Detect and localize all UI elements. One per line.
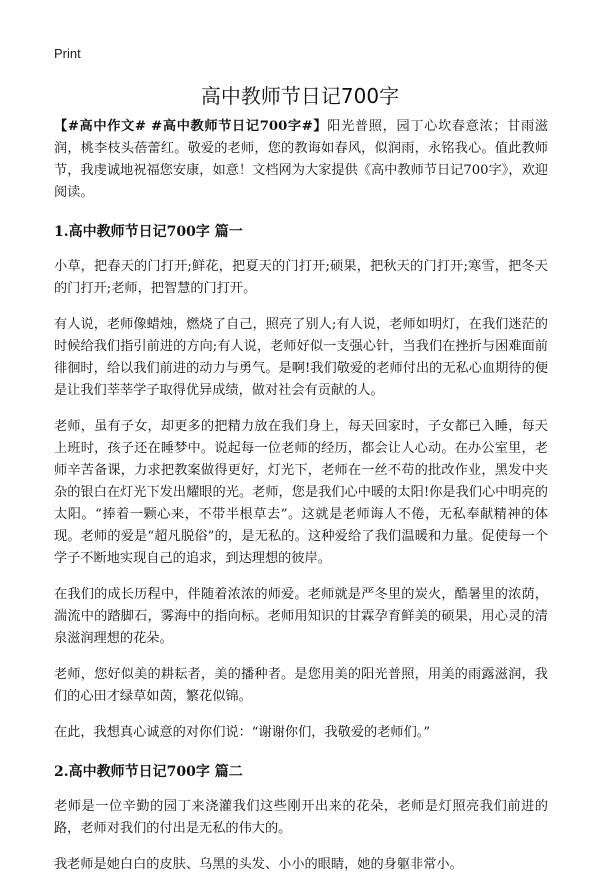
section-1-paragraph-6: 在此，我想真心诚意的对你们说：“谢谢你们，我敬爱的老师们。” (54, 725, 431, 740)
section-1-paragraph-2: 有人说，老师像蜡烛，燃烧了自己，照亮了别人;有人说，老师如明灯，在我们迷茫的时候给我们指引前进的方向;有人说，老师好似一支强心针，当我们在挫折与困难面前徘徊时，给以我们前进的动力与勇气。是啊!我们敬爱的老师付出的无私心血期待的便是让我们莘莘学子取得优异成绩，做对社会有贡献的人。 (54, 317, 548, 398)
page-title: 高中教师节日记700字 (200, 84, 400, 108)
section-heading-2: 2.高中教师节日记700字 篇二 (54, 764, 243, 780)
section-1-paragraph-4: 在我们的成长历程中，伴随着浓浓的师爱。老师就是严冬里的炭火，酷暑里的浓荫，湍流中的踏脚石，雾海中的指向标。老师用知识的甘霖孕育鲜美的硕果，用心灵的清泉滋润理想的花朵。 (54, 587, 548, 646)
section-2-paragraph-2: 我老师是她白白的皮肤、乌黑的头发、小小的眼睛，她的身躯非常小。 (54, 857, 463, 872)
section-2-paragraph-1: 老师是一位辛勤的园丁来浇灌我们这些刚开出来的花朵，老师是灯照亮我们前进的路，老师对我们的付出是无私的伟大的。 (54, 799, 548, 836)
section-1-paragraph-5: 老师，您好似美的耕耘者，美的播种者。是您用美的阳光普照，用美的雨露滋润，我们的心田才绿草如茵，繁花似锦。 (54, 667, 548, 704)
intro-text: 阳光普照，园丁心坎春意浓；甘雨滋润，桃李枝头蓓蕾红。敬爱的老师，您的教诲如春风，似润雨，永铭我心。值此教师节，我虔诚地祝福您安康，如意！文档网为大家提供《高中教师节日记700字》，欢迎阅读。 (54, 119, 548, 200)
section-1-paragraph-3: 老师，虽有子女，却更多的把精力放在我们身上，每天回家时，子女都已入睡，每天上班时，孩子还在睡梦中。说起每一位老师的经历，都会让人心动。在办公室里，老师辛苦备课，力求把教案做得更好，灯光下，老师在一丝不苟的批改作业，黑发中夹杂的银白在灯光下发出耀眼的光。老师，您是我们心中暖的太阳!你是我们心中明亮的太阳。“捧着一颗心来，不带半根草去”。这就是老师诲人不倦，无私奉献精神的体现。老师的爱是“超凡脱俗”的，是无私的。这种爱给了我们温暖和力量。促使每一个学子不断地实现自己的追求，到达理想的彼岸。 (54, 419, 548, 566)
article-body (54, 116, 548, 890)
intro-paragraph (54, 116, 548, 204)
intro-tag: 【#高中作文# #高中教师节日记700字#】 (54, 119, 328, 134)
section-1-paragraph-1: 小草，把春天的门打开;鲜花，把夏天的门打开;硕果，把秋天的门打开;寒雪，把冬天的门打开;老师，把智慧的门打开。 (54, 259, 548, 296)
print-label: Print (54, 46, 81, 61)
section-heading-1: 1.高中教师节日记700字 篇一 (54, 224, 243, 240)
